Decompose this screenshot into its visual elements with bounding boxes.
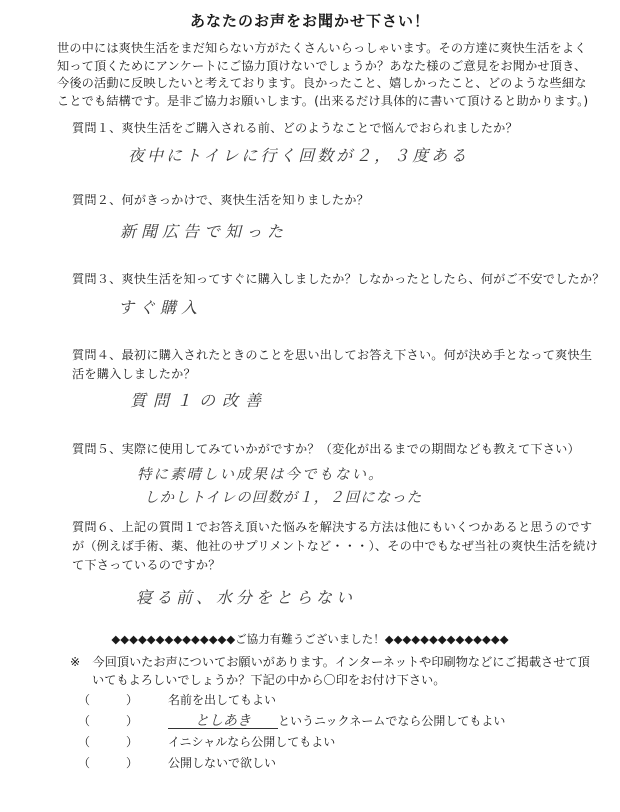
- intro-line: ことでも結構です。是非ご協力お願いします。(出来るだけ具体的に書いて頂けると助かります。): [57, 93, 589, 108]
- question-3-text: 質問３、爽快生活を知ってすぐに購入しましたか？しなかったとしたら、何がご不安でしたか？: [72, 272, 605, 286]
- answer-4: 質問１の改善: [130, 391, 269, 410]
- question-5: [72, 440, 592, 459]
- intro-text: [57, 40, 589, 110]
- answer-6: 寝る前、水分をとらない: [136, 588, 357, 607]
- note-line: ※ 今回頂いたお声についてお願いがあります。インターネットや印刷物などにご掲載させて頂: [70, 655, 590, 669]
- answer-2: 新聞広告で知った: [120, 222, 289, 241]
- intro-line: 今後の活動に反映したいと考えております。良かったこと、嬉しかったこと、どのような些細な: [57, 76, 587, 90]
- question-4-line-1: 質問４、最初に購入されたときのことを思い出してお答え下さい。何が決め手となって爽快生: [72, 348, 593, 362]
- answer-1: 夜中にトイレに行く回数が２，３度ある: [128, 146, 470, 165]
- question-1: [72, 119, 592, 138]
- page-title: あなたのお声をお聞かせ下さい！: [189, 12, 430, 30]
- question-6-line-1: 質問６、上記の質問１でお答え頂いた悩みを解決する方法は他にもいくつかあると思うのです: [72, 520, 593, 534]
- question-2: [72, 191, 592, 210]
- option-real-name[interactable]: [78, 691, 276, 708]
- publication-note: [70, 653, 610, 689]
- question-6-line-3: て下さっているのですか？: [72, 558, 221, 572]
- option-label: 公開しないで欲しい: [168, 756, 277, 770]
- option-checkbox[interactable]: （ ）: [78, 756, 139, 770]
- question-4-line-2: 活を購入しましたか？: [72, 367, 196, 381]
- question-3: [72, 270, 605, 289]
- intro-line: 知って頂くためにアンケートにご協力頂けないでしょうか？あなた様のご意見をお聞かせ頂き、: [57, 58, 587, 73]
- option-private[interactable]: [78, 754, 276, 771]
- option-checkbox[interactable]: （ ）: [78, 714, 139, 728]
- option-checkbox[interactable]: （ ）: [78, 693, 139, 707]
- question-6: [72, 518, 598, 575]
- option-initials[interactable]: [78, 733, 335, 750]
- option-nickname[interactable]: [78, 712, 505, 729]
- note-line: いてもよろしいでしょうか？下記の中から〇印をお付け下さい。: [92, 673, 446, 687]
- thanks-separator: ◆◆◆◆◆◆◆◆◆◆◆◆◆◆ご協力有難うございました！◆◆◆◆◆◆◆◆◆◆◆◆◆◆: [111, 632, 509, 646]
- question-1-text: 質問１、爽快生活をご購入される前、どのようなことで悩んでおられましたか？: [72, 121, 518, 135]
- intro-line: 世の中には爽快生活をまだ知らない方がたくさんいらっしゃいます。その方達に爽快生活をよく: [57, 41, 587, 55]
- question-5-text: 質問５、実際に使用してみていかがですか？（変化が出るまでの期間なども教えて下さい）: [72, 442, 580, 456]
- question-2-text: 質問２、何がきっかけで、爽快生活を知りましたか？: [72, 193, 370, 207]
- option-label: というニックネームでなら公開してもよい: [278, 714, 506, 728]
- nickname-field[interactable]: としあき: [168, 714, 278, 729]
- option-label: 名前を出してもよい: [168, 693, 277, 707]
- option-label: イニシャルなら公開してもよい: [168, 735, 336, 749]
- question-4: [72, 346, 592, 384]
- option-checkbox[interactable]: （ ）: [78, 735, 139, 749]
- question-6-line-2: が（例えば手術、薬、他社のサプリメントなど・・・）、その中でもなぜ当社の爽快生活を続け: [72, 539, 598, 553]
- answer-5-line-1: 特に素晴しい成果は今でもない。: [137, 467, 385, 483]
- answer-3: すぐ購入: [118, 298, 203, 317]
- answer-5-line-2: しかしトイレの回数が１，２回になった: [144, 490, 423, 506]
